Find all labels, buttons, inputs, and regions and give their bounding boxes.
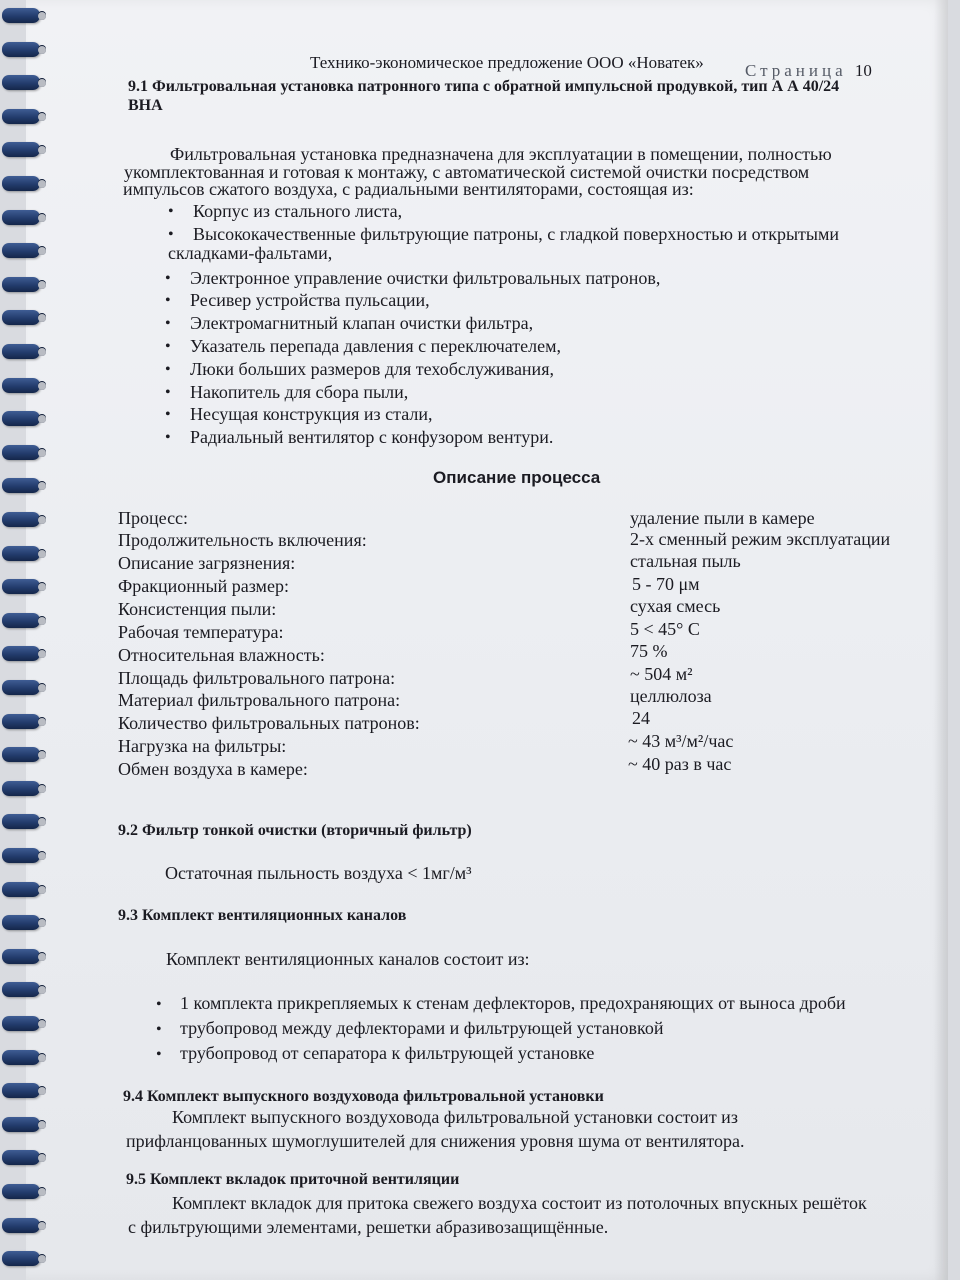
list-item: Электромагнитный клапан очистки фильтра,: [190, 313, 534, 333]
binding-coil: [2, 848, 40, 863]
section-9-5-heading: 9.5 Комплект вкладок приточной вентиляции: [126, 1171, 460, 1188]
binding-hole: [38, 1121, 46, 1129]
binding-hole: [38, 482, 46, 490]
binding-hole: [38, 751, 46, 759]
binding-hole: [38, 281, 46, 289]
list-item: 1 комплекта прикрепляемых к стенам дефлекторов, предохраняющих от выноса дроби: [180, 993, 846, 1013]
binding-coil: [2, 1050, 40, 1065]
bullet-icon: •: [156, 1021, 162, 1038]
process-row-value: ~ 504 м²: [630, 664, 693, 684]
spiral-binding: [0, 0, 60, 1280]
binding-coil: [2, 646, 40, 661]
binding-hole: [38, 46, 46, 54]
bullet-icon: •: [156, 1046, 162, 1063]
binding-coil: [2, 1251, 40, 1266]
process-row-label: Продолжительность включения:: [118, 530, 367, 550]
binding-coil: [2, 277, 40, 292]
binding-hole: [38, 1154, 46, 1162]
process-row-value: стальная пыль: [630, 551, 741, 571]
process-row-value: удаление пыли в камере: [630, 508, 815, 528]
binding-coil: [2, 378, 40, 393]
list-item: Ресивер устройства пульсации,: [190, 290, 430, 310]
process-row-value: 5 - 70 μм: [632, 574, 700, 594]
process-row-value: целлюлоза: [630, 686, 712, 706]
binding-hole: [38, 180, 46, 188]
bullet-icon: •: [165, 270, 171, 287]
list-item: Корпус из стального листа,: [193, 201, 403, 221]
process-row-label: Нагрузка на фильтры:: [118, 736, 287, 756]
list-item: Высококачественные фильтрующие патроны, с гладкой поверхностью и открытыми: [193, 224, 840, 244]
binding-coil: [2, 579, 40, 594]
process-row-value: 2-х сменный режим эксплуатации: [630, 529, 891, 549]
section-9-3-heading: 9.3 Комплект вентиляционных каналов: [118, 907, 407, 924]
list-item: трубопровод между дефлекторами и фильтрующей установкой: [180, 1018, 664, 1038]
process-row-value: 24: [632, 708, 650, 728]
process-row-value: сухая смесь: [630, 596, 721, 616]
binding-hole: [38, 1020, 46, 1028]
list-item: Накопитель для сбора пыли,: [190, 382, 409, 402]
binding-coil: [2, 1184, 40, 1199]
process-row-label: Обмен воздуха в камере:: [118, 759, 308, 779]
binding-hole: [38, 886, 46, 894]
section-9-3-intro: Комплект вентиляционных каналов состоит из:: [166, 949, 530, 969]
section-9-1-intro-line: импульсов сжатого воздуха, с радиальными вентиляторами, состоящая из:: [123, 179, 694, 199]
header-title: Технико-экономическое предложение ООО «Новатек»: [310, 53, 704, 72]
process-row-value: 75 %: [630, 641, 668, 661]
binding-hole: [38, 79, 46, 87]
binding-coil: [2, 781, 40, 796]
binding-hole: [38, 1255, 46, 1263]
binding-hole: [38, 919, 46, 927]
process-row-label: Материал фильтровального патрона:: [118, 690, 401, 710]
binding-hole: [38, 247, 46, 255]
binding-hole: [38, 684, 46, 692]
section-9-5-line: с фильтрующими элементами, решетки абразивозащищённые.: [128, 1217, 609, 1237]
binding-hole: [38, 818, 46, 826]
bullet-icon: •: [168, 203, 174, 220]
process-row-label: Площадь фильтровального патрона:: [118, 668, 396, 688]
binding-hole: [38, 852, 46, 860]
binding-coil: [2, 478, 40, 493]
list-item: Несущая конструкция из стали,: [190, 404, 433, 424]
bullet-icon: •: [165, 292, 171, 309]
process-row-label: Относительная влажность:: [118, 645, 325, 665]
section-9-5-line: Комплект вкладок для притока свежего воздуха состоит из потолочных впускных решёток: [172, 1193, 867, 1213]
binding-coil: [2, 344, 40, 359]
binding-coil: [2, 714, 40, 729]
process-row-label: Рабочая температура:: [118, 622, 284, 642]
process-row-label: Количество фильтровальных патронов:: [118, 713, 420, 733]
bullet-icon: •: [165, 406, 171, 423]
bullet-icon: •: [165, 361, 171, 378]
bullet-icon: •: [165, 315, 171, 332]
binding-hole: [38, 146, 46, 154]
process-row-label: Процесс:: [118, 508, 189, 528]
binding-coil: [2, 1150, 40, 1165]
binding-coil: [2, 512, 40, 527]
list-item: Люки больших размеров для техобслуживания,: [190, 359, 554, 379]
binding-coil: [2, 882, 40, 897]
binding-coil: [2, 1117, 40, 1132]
binding-hole: [38, 1222, 46, 1230]
section-9-1-heading: 9.1 Фильтровальная установка патронного типа с обратной импульсной продувкой, тип А А 40/24: [128, 78, 840, 95]
section-9-4-line: Комплект выпускного воздуховода фильтровальной установки состоит из: [172, 1107, 738, 1127]
binding-hole: [38, 718, 46, 726]
binding-hole: [38, 1087, 46, 1095]
binding-coil: [2, 613, 40, 628]
section-9-1-intro-line: Фильтровальная установка предназначена для эксплуатации в помещении, полностью: [170, 144, 832, 164]
list-item: Указатель перепада давления с переключателем,: [190, 336, 561, 356]
binding-coil: [2, 915, 40, 930]
binding-coil: [2, 411, 40, 426]
binding-coil: [2, 949, 40, 964]
section-9-2-text: Остаточная пыльность воздуха < 1мг/м³: [165, 863, 472, 883]
binding-coil: [2, 142, 40, 157]
binding-coil: [2, 42, 40, 57]
binding-coil: [2, 1083, 40, 1098]
binding-hole: [38, 516, 46, 524]
process-row-label: Консистенция пыли:: [118, 599, 277, 619]
binding-coil: [2, 747, 40, 762]
page-edge-shadow: [934, 0, 948, 1280]
list-item: трубопровод от сепаратора к фильтрующей установке: [180, 1043, 595, 1063]
list-item: Радиальный вентилятор с конфузором вентури.: [190, 427, 554, 447]
binding-hole: [38, 1054, 46, 1062]
binding-coil: [2, 210, 40, 225]
binding-coil: [2, 8, 40, 23]
binding-hole: [38, 953, 46, 961]
binding-coil: [2, 75, 40, 90]
bullet-icon: •: [165, 338, 171, 355]
bullet-icon: •: [165, 384, 171, 401]
binding-hole: [38, 617, 46, 625]
binding-coil: [2, 1218, 40, 1233]
bullet-icon: •: [165, 429, 171, 446]
binding-coil: [2, 546, 40, 561]
binding-hole: [38, 1188, 46, 1196]
section-9-1-heading-cont: ВНА: [128, 97, 163, 114]
binding-coil: [2, 445, 40, 460]
binding-hole: [38, 449, 46, 457]
process-row-label: Фракционный размер:: [118, 576, 289, 596]
binding-hole: [38, 214, 46, 222]
binding-hole: [38, 382, 46, 390]
binding-coil: [2, 814, 40, 829]
binding-coil: [2, 680, 40, 695]
binding-coil: [2, 243, 40, 258]
binding-coil: [2, 176, 40, 191]
bullet-icon: •: [156, 996, 162, 1013]
binding-hole: [38, 314, 46, 322]
binding-hole: [38, 986, 46, 994]
binding-coil: [2, 109, 40, 124]
section-9-2-heading: 9.2 Фильтр тонкой очистки (вторичный фильтр): [118, 822, 472, 839]
binding-hole: [38, 12, 46, 20]
header-page-label: Страница: [745, 61, 847, 80]
bullet-icon: •: [168, 226, 174, 243]
header-page-number: 10: [854, 61, 872, 80]
process-title: Описание процесса: [433, 468, 601, 487]
section-9-1-intro-line: укомплектованная и готовая к монтажу, с автоматической системой очистки посредством: [124, 162, 810, 182]
binding-coil: [2, 982, 40, 997]
binding-hole: [38, 348, 46, 356]
binding-hole: [38, 650, 46, 658]
section-9-4-heading: 9.4 Комплект выпускного воздуховода фильтровальной установки: [123, 1088, 604, 1105]
binding-hole: [38, 113, 46, 121]
list-item-cont: складками-фальтами,: [168, 243, 333, 263]
process-row-value: 5 < 45° С: [630, 619, 700, 639]
process-row-value: ~ 40 раз в час: [628, 754, 732, 774]
section-9-4-line: прифланцованных шумоглушителей для снижения уровня шума от вентилятора.: [126, 1131, 745, 1151]
process-row-label: Описание загрязнения:: [118, 553, 296, 573]
process-row-value: ~ 43 м³/м²/час: [628, 731, 734, 751]
binding-hole: [38, 785, 46, 793]
list-item: Электронное управление очистки фильтровальных патронов,: [190, 268, 661, 288]
binding-hole: [38, 583, 46, 591]
binding-hole: [38, 415, 46, 423]
binding-coil: [2, 310, 40, 325]
binding-coil: [2, 1016, 40, 1031]
binding-hole: [38, 550, 46, 558]
